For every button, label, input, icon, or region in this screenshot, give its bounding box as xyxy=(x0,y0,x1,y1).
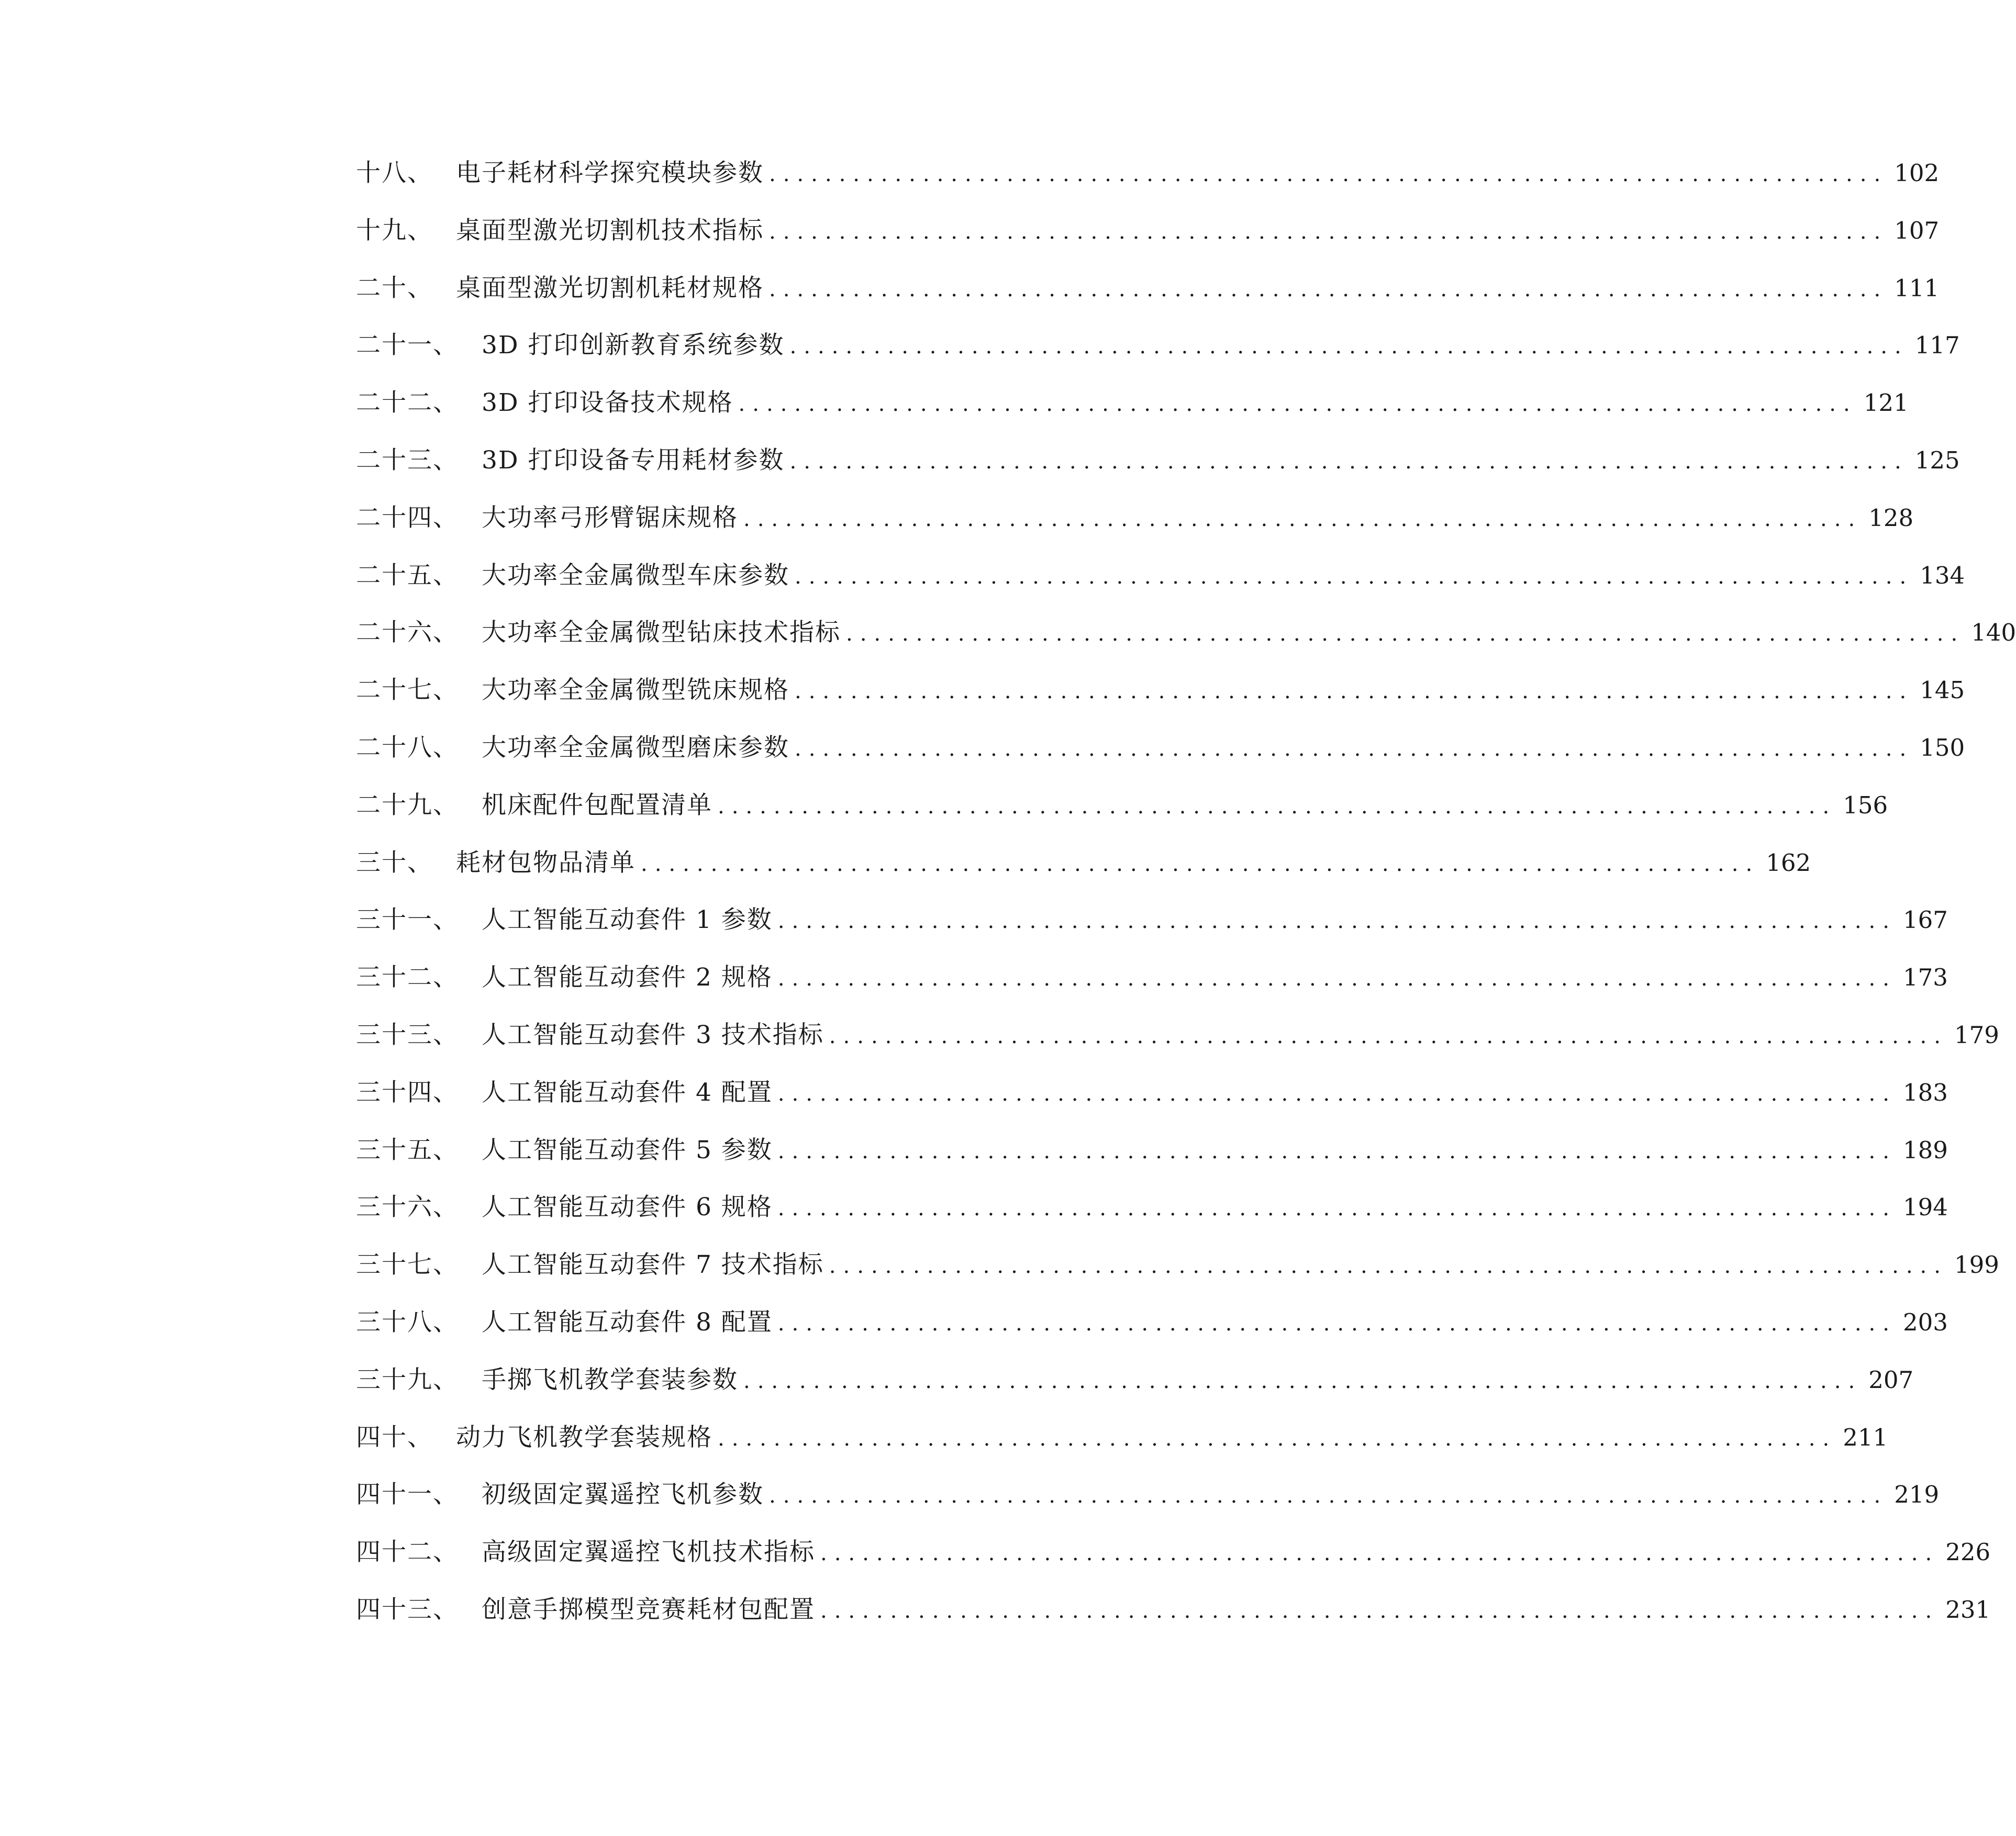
toc-entry-page: 167 xyxy=(1902,906,1948,934)
toc-entry[interactable] xyxy=(356,385,1909,442)
toc-entry-title: 人工智能互动套件 2 规格 xyxy=(482,963,773,992)
toc-entry-number: 三十五、 xyxy=(356,1135,459,1165)
toc-entry-page: 150 xyxy=(1920,733,1965,762)
toc-entry-title: 高级固定翼遥控飞机技术指标 xyxy=(482,1538,815,1567)
toc-entry-title: 人工智能互动套件 1 参数 xyxy=(482,905,773,935)
dot-leader: ................................................................................ xyxy=(743,1369,1863,1393)
toc-entry[interactable] xyxy=(356,270,1940,328)
dot-leader: ................................................................................ xyxy=(769,277,1888,301)
toc-entry[interactable] xyxy=(356,1592,1991,1649)
toc-entry-page: 179 xyxy=(1954,1021,1999,1049)
toc-entry-number: 三十九、 xyxy=(356,1365,459,1394)
toc-entry-number: 二十九、 xyxy=(356,790,459,820)
toc-entry-title: 人工智能互动套件 7 技术指标 xyxy=(482,1250,824,1280)
toc-entry-title: 人工智能互动套件 5 参数 xyxy=(482,1135,773,1165)
toc-entry-page: 207 xyxy=(1868,1365,1914,1394)
dot-leader: ................................................................................ xyxy=(777,1311,1897,1336)
dot-leader: ................................................................................ xyxy=(795,564,1914,589)
toc-entry[interactable] xyxy=(356,1534,1991,1592)
toc-entry[interactable] xyxy=(356,672,1965,730)
toc-entry-title: 桌面型激光切割机技术指标 xyxy=(456,216,764,245)
dot-leader: ................................................................................ xyxy=(795,736,1914,761)
toc-entry[interactable] xyxy=(356,155,1940,212)
dot-leader: ................................................................................ xyxy=(820,1541,1940,1566)
dot-leader: ................................................................................ xyxy=(789,334,1909,359)
toc-entry-number: 二十八、 xyxy=(356,733,459,762)
toc-entry[interactable] xyxy=(356,1189,1948,1247)
toc-entry-number: 四十三、 xyxy=(356,1595,459,1624)
dot-leader: ................................................................................ xyxy=(789,449,1909,474)
toc-entry-title: 大功率弓形臂锯床规格 xyxy=(482,503,738,532)
toc-entry-title: 手掷飞机教学套装参数 xyxy=(482,1365,738,1394)
toc-entry-page: 219 xyxy=(1894,1481,1940,1509)
toc-entry-number: 二十三、 xyxy=(356,445,459,475)
dot-leader: ................................................................................ xyxy=(777,1196,1897,1221)
dot-leader: ................................................................................ xyxy=(829,1254,1948,1279)
table-of-contents xyxy=(356,155,2016,1649)
toc-entry-page: 156 xyxy=(1843,791,1888,819)
toc-entry-title: 人工智能互动套件 6 规格 xyxy=(482,1193,773,1222)
toc-entry-page: 128 xyxy=(1868,503,1914,532)
dot-leader: ................................................................................ xyxy=(769,219,1888,244)
toc-entry[interactable] xyxy=(356,1304,1948,1362)
toc-entry[interactable] xyxy=(356,1247,1999,1304)
toc-entry-title: 3D 打印创新教育系统参数 xyxy=(482,331,785,360)
toc-entry-page: 203 xyxy=(1902,1308,1948,1336)
toc-entry-title: 创意手掷模型竞赛耗材包配置 xyxy=(482,1595,815,1624)
toc-entry-title: 初级固定翼遥控飞机参数 xyxy=(482,1480,764,1509)
toc-entry[interactable] xyxy=(356,442,1960,500)
toc-entry-number: 三十二、 xyxy=(356,963,459,992)
toc-entry-title: 大功率全金属微型车床参数 xyxy=(482,561,789,590)
dot-leader: ................................................................................ xyxy=(777,967,1897,991)
toc-entry[interactable] xyxy=(356,1362,1914,1419)
toc-entry-number: 十九、 xyxy=(356,216,433,245)
toc-entry-page: 194 xyxy=(1902,1193,1948,1222)
toc-entry-number: 三十七、 xyxy=(356,1250,459,1280)
toc-entry-number: 二十七、 xyxy=(356,676,459,705)
dot-leader: ................................................................................ xyxy=(777,1139,1897,1163)
dot-leader: ................................................................................ xyxy=(777,909,1897,934)
toc-entry-title: 3D 打印设备专用耗材参数 xyxy=(482,445,785,475)
toc-entry[interactable] xyxy=(356,1017,1999,1074)
toc-entry-number: 四十一、 xyxy=(356,1480,459,1509)
toc-entry[interactable] xyxy=(356,614,2016,672)
dot-leader: ................................................................................ xyxy=(846,622,1965,646)
dot-leader: ................................................................................ xyxy=(777,1081,1897,1106)
toc-entry-title: 大功率全金属微型钻床技术指标 xyxy=(482,618,841,647)
toc-entry[interactable] xyxy=(356,730,1965,787)
toc-entry-title: 大功率全金属微型磨床参数 xyxy=(482,733,789,762)
toc-entry-page: 231 xyxy=(1945,1595,1991,1624)
toc-entry[interactable] xyxy=(356,787,1888,845)
dot-leader: ................................................................................ xyxy=(795,679,1914,704)
toc-entry-page: 134 xyxy=(1920,561,1965,589)
toc-entry-title: 3D 打印设备技术规格 xyxy=(482,388,733,418)
dot-leader: ................................................................................ xyxy=(820,1598,1940,1623)
toc-entry[interactable] xyxy=(356,1132,1948,1190)
toc-entry-number: 三十八、 xyxy=(356,1307,459,1337)
toc-entry[interactable] xyxy=(356,1074,1948,1132)
dot-leader: ................................................................................ xyxy=(743,507,1863,531)
toc-entry-number: 二十四、 xyxy=(356,503,459,532)
toc-entry-number: 二十五、 xyxy=(356,561,459,590)
toc-entry-page: 102 xyxy=(1894,159,1940,187)
toc-entry-number: 三十六、 xyxy=(356,1193,459,1222)
toc-entry-page: 107 xyxy=(1894,216,1940,244)
dot-leader: ................................................................................ xyxy=(829,1024,1948,1048)
toc-entry-number: 十八、 xyxy=(356,159,433,187)
toc-entry-number: 四十二、 xyxy=(356,1538,459,1567)
dot-leader: ................................................................................ xyxy=(769,162,1888,186)
toc-entry-page: 183 xyxy=(1902,1078,1948,1106)
toc-entry-number: 二十二、 xyxy=(356,388,459,418)
toc-entry-title: 人工智能互动套件 8 配置 xyxy=(482,1307,773,1337)
toc-entry[interactable] xyxy=(356,212,1940,270)
toc-entry-page: 117 xyxy=(1914,331,1960,360)
toc-entry[interactable] xyxy=(356,1476,1940,1534)
dot-leader: ................................................................................ xyxy=(718,1426,1837,1451)
dot-leader: ................................................................................ xyxy=(718,794,1837,819)
toc-entry[interactable] xyxy=(356,902,1948,959)
toc-entry[interactable] xyxy=(356,959,1948,1017)
toc-entry-page: 111 xyxy=(1894,274,1940,302)
toc-entry-number: 三十四、 xyxy=(356,1078,459,1107)
toc-entry[interactable] xyxy=(356,845,1811,902)
toc-entry-page: 121 xyxy=(1863,389,1909,417)
toc-entry-page: 173 xyxy=(1902,964,1948,992)
toc-entry-page: 145 xyxy=(1920,676,1965,704)
toc-entry-page: 189 xyxy=(1902,1136,1948,1164)
toc-entry-page: 162 xyxy=(1766,848,1811,877)
toc-entry-title: 桌面型激光切割机耗材规格 xyxy=(456,273,764,303)
toc-entry[interactable] xyxy=(356,500,1914,557)
toc-entry[interactable] xyxy=(356,327,1960,385)
toc-entry-title: 大功率全金属微型铣床规格 xyxy=(482,676,789,705)
dot-leader: ................................................................................ xyxy=(738,392,1857,417)
toc-entry-number: 二十一、 xyxy=(356,331,459,360)
toc-entry-title: 动力飞机教学套装规格 xyxy=(456,1423,712,1452)
toc-entry-title: 机床配件包配置清单 xyxy=(482,790,712,820)
dot-leader: ................................................................................ xyxy=(769,1484,1888,1508)
toc-entry[interactable] xyxy=(356,1419,1888,1477)
toc-entry[interactable] xyxy=(356,557,1965,615)
toc-entry-page: 125 xyxy=(1914,446,1960,474)
toc-entry-title: 电子耗材科学探究模块参数 xyxy=(456,159,764,187)
toc-entry-number: 三十一、 xyxy=(356,905,459,935)
toc-entry-number: 四十、 xyxy=(356,1423,433,1452)
toc-entry-number: 三十三、 xyxy=(356,1020,459,1049)
toc-entry-page: 140 xyxy=(1971,619,2016,647)
toc-entry-title: 耗材包物品清单 xyxy=(456,848,636,877)
toc-entry-title: 人工智能互动套件 3 技术指标 xyxy=(482,1020,824,1049)
toc-entry-title: 人工智能互动套件 4 配置 xyxy=(482,1078,773,1107)
toc-entry-page: 226 xyxy=(1945,1538,1991,1566)
toc-entry-page: 199 xyxy=(1954,1251,1999,1279)
toc-entry-number: 三十、 xyxy=(356,848,433,877)
toc-entry-page: 211 xyxy=(1843,1423,1888,1451)
toc-entry-number: 二十、 xyxy=(356,273,433,303)
toc-entry-number: 二十六、 xyxy=(356,618,459,647)
dot-leader: ................................................................................ xyxy=(641,852,1760,876)
